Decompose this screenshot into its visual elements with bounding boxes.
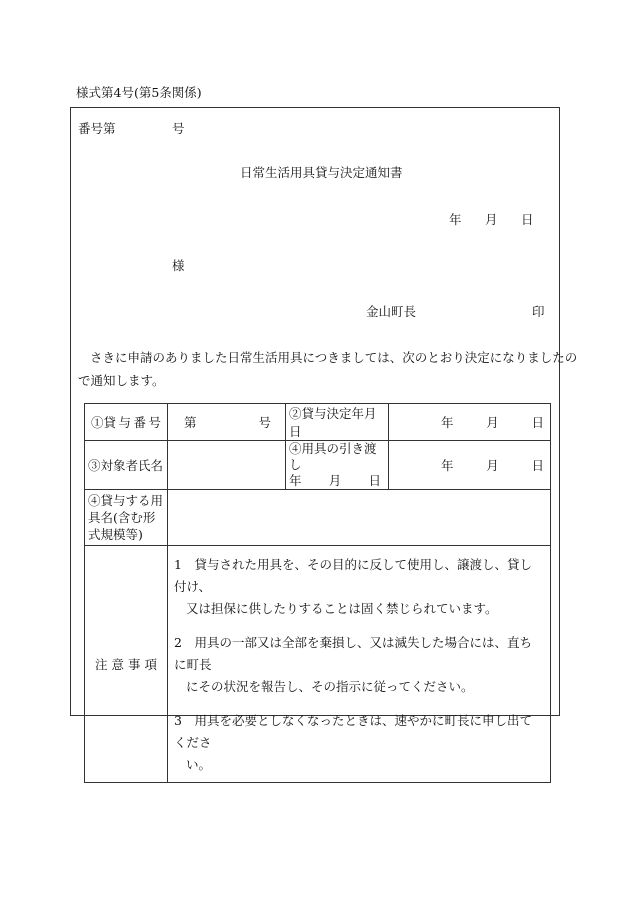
recipient-name-label: ③対象者氏名 — [85, 441, 168, 490]
handover-date-label: ④用具の引き渡し 年 月 日 — [286, 441, 389, 490]
note-item: 1 貸与された用具を、その目的に反して使用し、譲渡し、貸し付け、 又は担保に供したりすることは固く禁じられています。 — [174, 557, 532, 616]
date-year: 年 — [449, 212, 462, 227]
table-row — [85, 490, 551, 546]
decision-date-label: ②貸与決定年月日 — [286, 404, 389, 441]
notes-label: 注 意 事 項 — [85, 546, 168, 783]
details-table — [84, 403, 551, 783]
issuer-name: 金山町長 — [366, 304, 417, 319]
loan-number-value: 第 号 — [168, 404, 286, 441]
document-title: 日常生活用具貸与決定通知書 — [240, 165, 403, 180]
note-item: 3 用具を必要としなくなったときは、速やかに町長に申し出てくださ い。 — [174, 713, 532, 772]
seal-mark: 印 — [532, 304, 545, 319]
document-number-suffix: 号 — [172, 121, 185, 136]
table-row — [85, 441, 551, 490]
form-label: 様式第4号(第5条関係) — [76, 85, 202, 100]
body-text-line-2: で通知します。 — [78, 373, 165, 388]
recipient-name-value — [168, 441, 286, 490]
date-day: 日 — [521, 212, 534, 227]
date-month: 月 — [485, 212, 498, 227]
table-row — [85, 546, 551, 783]
note-item: 2 用具の一部又は全部を棄損し、又は滅失した場合には、直ちに町長 にその状況を報告し、その指示に従ってください。 — [174, 635, 532, 694]
notes-content — [168, 546, 551, 783]
decision-date-value: 年 月 日 — [389, 404, 551, 441]
equipment-name-value — [168, 490, 551, 546]
body-text-line-1: さきに申請のありました日常生活用具につきましては、次のとおり決定になりましたの — [90, 350, 578, 365]
addressee-suffix: 様 — [172, 258, 185, 273]
document-number-prefix: 番号第 — [78, 121, 116, 136]
handover-date-value: 年 月 日 — [389, 441, 551, 490]
loan-number-label: ①貸 与 番 号 — [85, 404, 168, 441]
equipment-name-label: ④貸与する用 具名(含む形 式規模等) — [85, 490, 168, 546]
table-row — [85, 404, 551, 441]
